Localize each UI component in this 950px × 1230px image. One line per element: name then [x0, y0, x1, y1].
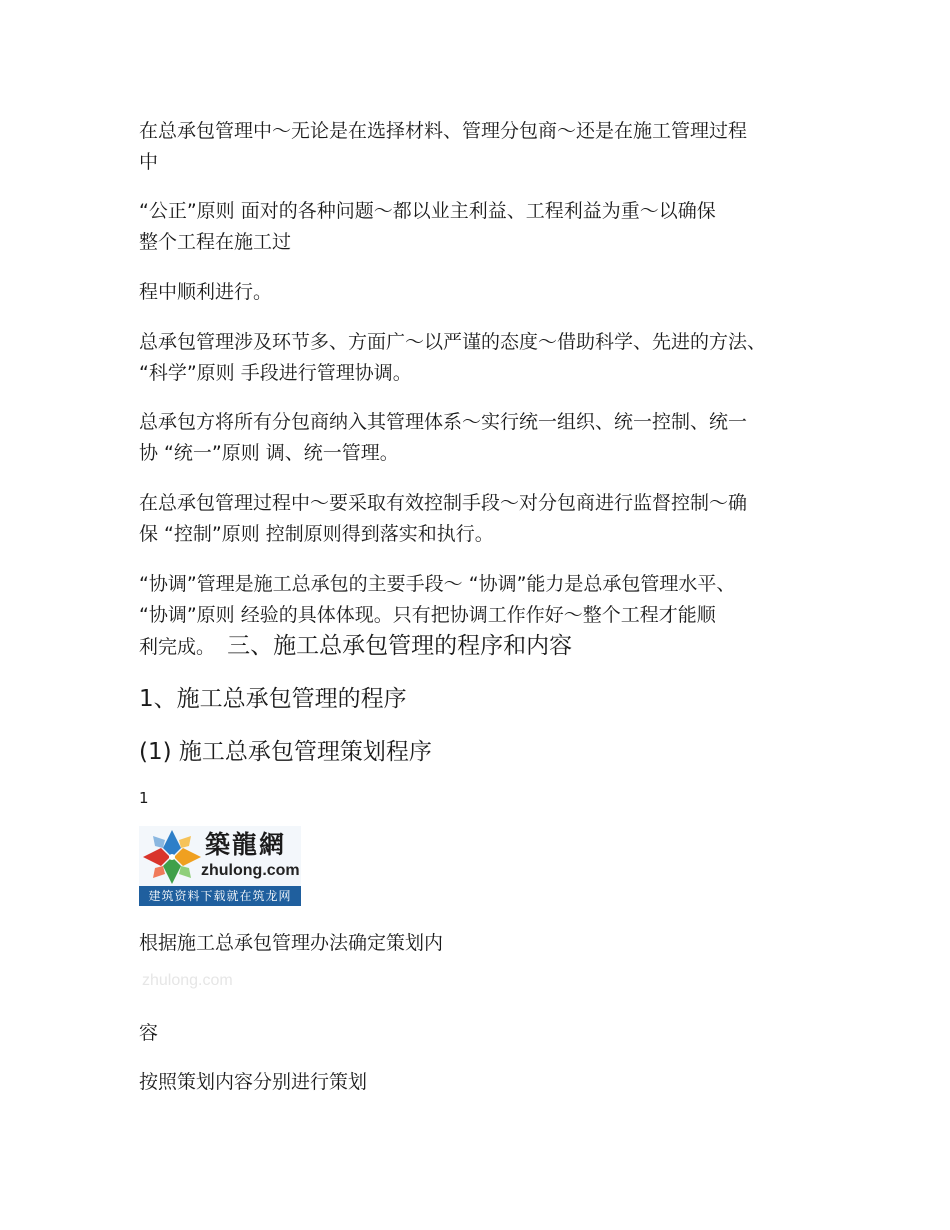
text-line: “协调”管理是施工总承包的主要手段～ “协调”能力是总承包管理水平、: [139, 573, 736, 595]
text-line: 利完成。: [139, 636, 216, 658]
logo-chinese-name: 築龍網: [205, 830, 287, 859]
paragraph-general-contracting: [139, 116, 829, 178]
text-line: 在总承包管理过程中～要采取有效控制手段～对分包商进行监督控制～确: [139, 492, 748, 514]
paragraph-fairness-principle: [139, 196, 829, 258]
paragraph-coordination-principle: [139, 569, 829, 663]
text-line: 容: [139, 1022, 159, 1044]
text-line: “协调”原则 经验的具体体现。只有把协调工作作好～整个工程才能顺: [139, 604, 716, 626]
text-line: 按照策划内容分别进行策划: [139, 1071, 368, 1093]
paragraph-planning-by-content: [139, 1067, 829, 1098]
text-line: “科学”原则 手段进行管理协调。: [139, 362, 412, 384]
text-line: 在总承包管理中～无论是在选择材料、管理分包商～还是在施工管理过程: [139, 120, 748, 142]
paragraph-control-principle: [139, 488, 829, 550]
text-line: 保 “控制”原则 控制原则得到落实和执行。: [139, 523, 494, 545]
pinwheel-logo-icon: [141, 828, 203, 886]
heading-planning-procedure: (1) 施工总承包管理策划程序: [139, 739, 432, 765]
faint-watermark: zhulong.com: [142, 972, 233, 989]
text-line: “公正”原则 面对的各种问题～都以业主利益、工程利益为重～以确保: [139, 200, 716, 222]
paragraph-smooth-progress: [139, 277, 829, 308]
logo-domain-text: zhulong.com: [201, 862, 300, 879]
text-line-with-heading: [139, 631, 829, 663]
text-line: 整个工程在施工过: [139, 231, 292, 253]
heading-procedure: 1、施工总承包管理的程序: [139, 686, 407, 712]
text-line: 程中顺利进行。: [139, 281, 273, 303]
page-number: 1: [139, 789, 149, 807]
text-line: 总承包管理涉及环节多、方面广～以严谨的态度～借助科学、先进的方法、: [139, 331, 767, 353]
paragraph-unity-principle: [139, 407, 829, 469]
paragraph-determine-content: [139, 928, 829, 959]
section-heading-three: 三、施工总承包管理的程序和内容: [227, 633, 573, 659]
paragraph-science-principle: [139, 327, 829, 389]
text-line: 总承包方将所有分包商纳入其管理体系～实行统一组织、统一控制、统一: [139, 411, 748, 433]
text-line: 中: [139, 151, 159, 173]
logo-slogan-banner: 建筑资料下载就在筑龙网: [139, 886, 301, 906]
text-line: 协 “统一”原则 调、统一管理。: [139, 442, 399, 464]
text-line: 根据施工总承包管理办法确定策划内: [139, 932, 444, 954]
zhulong-logo: [139, 826, 301, 906]
paragraph-content-continuation: [139, 1018, 829, 1049]
